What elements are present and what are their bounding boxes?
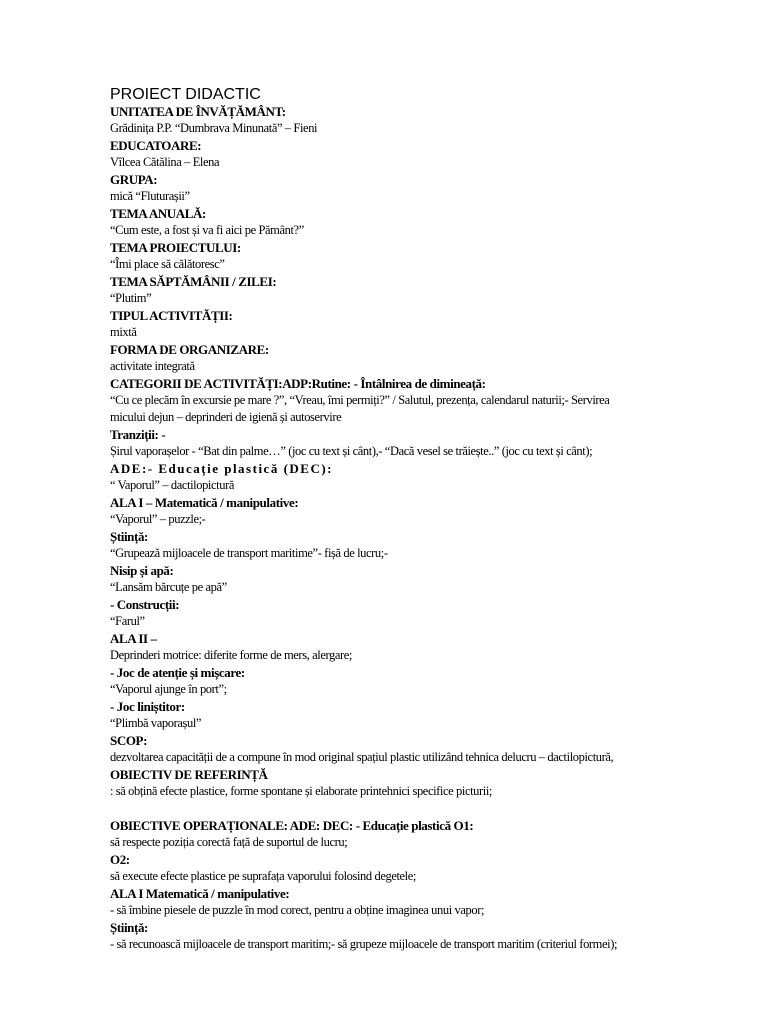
heading-tema-saptamanii: TEMA SĂPTĂMÂNII / ZILEI: bbox=[110, 274, 277, 289]
heading-nisip-apa: Nisip și apă: bbox=[110, 563, 174, 578]
heading-ala-1-matematica: ALA I Matematică / manipulative: bbox=[110, 886, 290, 901]
text-nisip-apa: “Lansăm bărcuțe pe apă” bbox=[110, 580, 227, 594]
heading-forma-organizare: FORMA DE ORGANIZARE: bbox=[110, 342, 269, 357]
text-forma-organizare: activitate integrată bbox=[110, 359, 195, 373]
heading-categorii: CATEGORII DE ACTIVITĂȚI:ADP:Rutine: - Întâlnirea de dimineață: bbox=[110, 376, 486, 391]
text-constructii: “Farul” bbox=[110, 614, 145, 628]
heading-joc-linistitor: - Joc liniștitor: bbox=[110, 699, 185, 714]
heading-ala-2: ALA II – bbox=[110, 631, 157, 646]
text-tipul-activitatii: mixtă bbox=[110, 325, 137, 339]
text-scop: dezvoltarea capacității de a compune în mod original spațiul plastic utilizând tehnica delucru – dactilopictură, bbox=[110, 750, 614, 764]
text-rutine-2: micului dejun – deprinderi de igienă și autoservire bbox=[110, 410, 342, 424]
text-tranzitii: Șirul vaporașelor - “Bat din palme…” (joc cu text și cânt),- “Dacă vesel se trăiește..” (joc cu text și cânt); bbox=[110, 444, 593, 458]
text-ala-2: Deprinderi motrice: diferite forme de mers, alergare; bbox=[110, 648, 352, 662]
heading-unitatea: UNITATEA DE ÎNVĂȚĂMÂNT: bbox=[110, 104, 286, 119]
text-ala-1: “Vaporul” – puzzle;- bbox=[110, 512, 206, 526]
blank-line bbox=[110, 800, 710, 817]
text-o2: să execute efecte plastice pe suprafața vaporului folosind degetele; bbox=[110, 869, 416, 883]
text-joc-atentie: “Vaporul ajunge în port”; bbox=[110, 682, 227, 696]
text-obiectiv-referinta: : să obțină efecte plastice, forme spontane și elaborate printehnici specifice picturii; bbox=[110, 784, 492, 798]
heading-tranzitii: Tranziții: - bbox=[110, 427, 166, 442]
heading-tema-proiectului: TEMA PROIECTULUI: bbox=[110, 240, 241, 255]
heading-ala-1: ALA I – Matematică / manipulative: bbox=[110, 495, 299, 510]
text-ade: “ Vaporul” – dactilopictură bbox=[110, 478, 234, 492]
text-ala-1-matematica: - să îmbine piesele de puzzle în mod corect, pentru a obține imaginea unui vapor; bbox=[110, 903, 485, 917]
heading-stiinta: Știință: bbox=[110, 529, 148, 544]
heading-tipul-activitatii: TIPUL ACTIVITĂȚII: bbox=[110, 308, 233, 323]
text-unitatea: Grădinița P.P. “Dumbrava Minunată” – Fieni bbox=[110, 121, 318, 135]
heading-stiinta-2: Știință: bbox=[110, 920, 148, 935]
heading-constructii: - Construcții: bbox=[110, 597, 180, 612]
text-tema-saptamanii: “Plutim” bbox=[110, 291, 152, 305]
document-page bbox=[110, 86, 710, 953]
text-o1: să respecte poziția corectă față de suportul de lucru; bbox=[110, 835, 348, 849]
heading-obiective-operationale: OBIECTIVE OPERAȚIONALE: ADE: DEC: - Educație plastică O1: bbox=[110, 818, 474, 833]
heading-grupa: GRUPA: bbox=[110, 172, 158, 187]
heading-obiectiv-referinta: OBIECTIV DE REFERINȚĂ bbox=[110, 767, 268, 782]
text-stiinta: “Grupează mijloacele de transport maritime”- fișă de lucru;- bbox=[110, 546, 388, 560]
text-rutine-1: “Cu ce plecăm în excursie pe mare ?”, “Vreau, îmi permiți?” / Salutul, prezența, calendarul naturii;- Servirea bbox=[110, 393, 610, 407]
text-grupa: mică “Fluturașii” bbox=[110, 189, 190, 203]
heading-educatoare: EDUCATOARE: bbox=[110, 138, 202, 153]
heading-o2: O2: bbox=[110, 852, 130, 867]
heading-tema-anuala: TEMA ANUALĂ: bbox=[110, 206, 206, 221]
heading-joc-atentie: - Joc de atenție și mișcare: bbox=[110, 665, 245, 680]
text-stiinta-2: - să recunoască mijloacele de transport maritim;- să grupeze mijloacele de transport maritim (criteriul formei); bbox=[110, 937, 618, 951]
text-joc-linistitor: “Plimbă vaporașul” bbox=[110, 716, 202, 730]
heading-scop: SCOP: bbox=[110, 733, 148, 748]
text-tema-proiectului: “Îmi place să călătoresc” bbox=[110, 257, 225, 271]
text-educatoare: Vîlcea Cătălina – Elena bbox=[110, 155, 220, 169]
heading-ade: ADE:- Educație plastică (DEC): bbox=[110, 461, 334, 476]
document-title: PROIECT DIDACTIC bbox=[110, 86, 261, 103]
text-tema-anuala: “Cum este, a fost și va fi aici pe Pământ?” bbox=[110, 223, 304, 237]
